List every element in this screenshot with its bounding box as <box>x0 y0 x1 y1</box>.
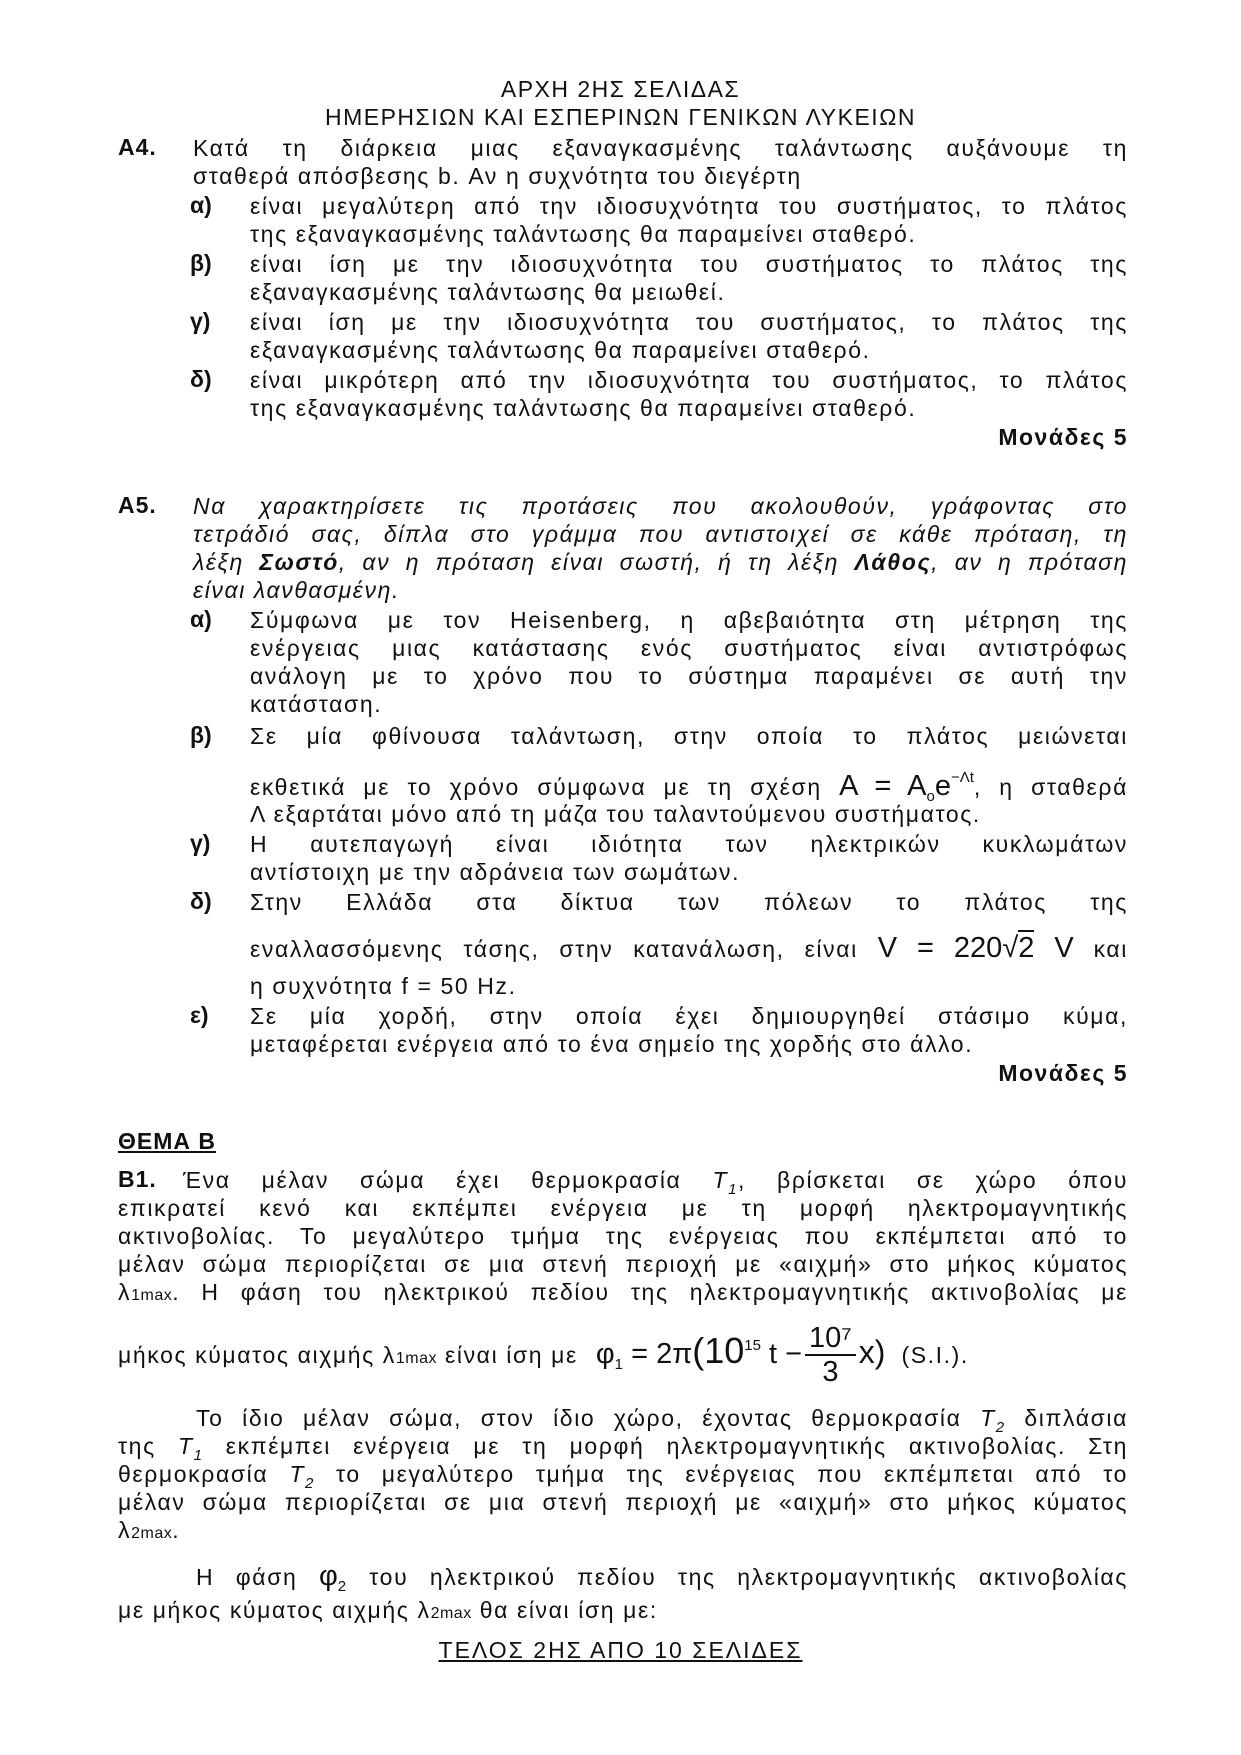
a4-option-delta-line1: είναι μικρότερη από την ιδιοσυχνότητα του συστήματος, το πλάτος <box>250 367 1128 393</box>
a5-epsilon-label: ε) <box>190 1002 209 1028</box>
phase-fraction: $\frac{\text{10⁷}}{3}$ <box>805 1322 856 1388</box>
a5-delta-label: δ) <box>190 888 212 914</box>
a4-option-gamma-line1: είναι ίση με την ιδιοσυχνότητα του συστήματος, το πλάτος της <box>250 309 1128 335</box>
question-b1-label: Β1. <box>118 1166 157 1192</box>
question-a5-label: Α5. <box>118 492 157 518</box>
b1-p2-line1: Το ίδιο μέλαν σώμα, στον ίδιο χώρο, έχοντας θερμοκρασία $T_2$ διπλάσια <box>196 1405 1129 1436</box>
a4-option-delta-line2: της εξαναγκασμένης ταλάντωσης θα παραμείνει σταθερό. <box>250 395 917 421</box>
a4-option-alpha-line2: της εξαναγκασμένης ταλάντωσης θα παραμείνει σταθερό. <box>250 221 917 247</box>
a5-gamma-line2: αντίστοιχη με την αδράνεια των σωμάτων. <box>250 859 741 885</box>
decay-formula: $A = A_oe^{-\Lambda t}$ <box>839 769 974 805</box>
a5-alpha-line3: ανάλογη με το χρόνο που το σύστημα παραμένει σε αυτή την <box>250 663 1128 689</box>
a5-stem-line2: τετράδιό σας, δίπλα στο γράμμα που αντιστοιχεί σε κάθε πρόταση, τη <box>193 521 1128 547</box>
b1-p2-line3: θερμοκρασία $T_2$ το μεγαλύτερο τμήμα της ενέργειας που εκπέμπεται από το <box>118 1461 1128 1492</box>
phase-formula-phi1: $\varphi_1 = 2\pi(10^{15}$ t − $\frac{\text{10⁷}}{3}$ x) <box>595 1322 886 1389</box>
page-header-line2: ΗΜΕΡΗΣΙΩΝ ΚΑΙ ΕΣΠΕΡΙΝΩΝ ΓΕΝΙΚΩΝ ΛΥΚΕΙΩΝ <box>324 104 916 130</box>
question-a4-label: Α4. <box>118 134 157 160</box>
a5-alpha-line4: κατάσταση. <box>250 691 383 717</box>
a4-option-delta-label: δ) <box>190 366 212 392</box>
a5-alpha-line1: Σύμφωνα με τον Heisenberg, η αβεβαιότητα στη μέτρηση της <box>250 607 1128 633</box>
a5-gamma-line1: Η αυτεπαγωγή είναι ιδιότητα των ηλεκτρικών κυκλωμάτων <box>250 831 1128 857</box>
a5-alpha-line2: ενέργειας μιας κατάστασης ενός συστήματος είναι αντιστρόφως <box>250 635 1128 661</box>
b1-p2-line2: της $T_1$ εκπέμπει ενέργεια με τη μορφή ηλεκτρομαγνητικής ακτινοβολίας. Στη <box>118 1433 1128 1464</box>
a4-option-alpha-line1: είναι μεγαλύτερη από την ιδιοσυχνότητα του συστήματος, το πλάτος <box>250 193 1128 219</box>
a5-stem-line4: είναι λανθασμένη. <box>193 577 400 603</box>
b1-p3-line2: με μήκος κύματος αιχμής λ2max θα είναι ίση με: <box>118 1597 658 1623</box>
a5-delta-line2: εναλλασσόμενης τάσης, στην κατανάλωση, είναι V = 220√2 V και <box>250 932 1129 964</box>
section-title-theme-b: ΘΕΜΑ Β <box>118 1128 216 1154</box>
a5-delta-line3: η συχνότητα f = 50 Hz. <box>250 973 517 999</box>
b1-p1-line3: ακτινοβολίας. Το μεγαλύτερο τμήμα της ενέργειας που εκπέμπεται από το <box>118 1223 1128 1249</box>
a4-points: Μονάδες 5 <box>998 424 1128 450</box>
a4-option-gamma-line2: εξαναγκασμένης ταλάντωσης θα παραμείνει σταθερό. <box>250 337 871 363</box>
a5-delta-line1: Στην Ελλάδα στα δίκτυα των πόλεων το πλάτος της <box>250 889 1128 915</box>
a5-epsilon-line2: μεταφέρεται ενέργεια από το ένα σημείο της χορδής στο άλλο. <box>250 1031 974 1057</box>
b1-p2-line5: λ2max. <box>118 1517 181 1543</box>
a4-stem-line2: σταθερά απόσβεσης b. Αν η συχνότητα του διεγέρτη <box>193 163 802 189</box>
a5-beta-line1: Σε μία φθίνουσα ταλάντωση, στην οποία το πλάτος μειώνεται <box>250 723 1128 749</box>
b1-p1-line6: μήκος κύματος αιχμής λ1max είναι ίση με $\varphi_1 = 2\pi(10^{15}$ t − $\frac{\text{10⁷}}{3}$ x) (S.I.). <box>118 1322 969 1389</box>
b1-p3-line1: Η φάση $\varphi_2$ του ηλεκτρικού πεδίου της ηλεκτρομαγνητικής ακτινοβολίας <box>196 1560 1128 1595</box>
a4-option-beta-label: β) <box>190 250 212 276</box>
a4-option-gamma-label: γ) <box>190 308 211 334</box>
voltage-formula: V = 220√2 V <box>877 932 1074 964</box>
b1-p1-line1: Ένα μέλαν σώμα έχει θερμοκρασία $T_1$, βρίσκεται σε χώρο όπου <box>183 1167 1129 1198</box>
a5-beta-line3: Λ εξαρτάται μόνο από τη μάζα του ταλαντούμενου συστήματος. <box>250 801 981 827</box>
b1-p1-line2: επικρατεί κενό και εκπέμπει ενέργεια με τη μορφή ηλεκτρομαγνητικής <box>118 1195 1128 1221</box>
a4-stem-line1: Κατά τη διάρκεια μιας εξαναγκασμένης ταλάντωσης αυξάνουμε τη <box>193 135 1128 161</box>
a5-stem-line1: Να χαρακτηρίσετε τις προτάσεις που ακολουθούν, γράφοντας στο <box>193 493 1128 519</box>
a5-alpha-label: α) <box>190 606 212 632</box>
a5-stem-line3: λέξη Σωστό, αν η πρόταση είναι σωστή, ή τη λέξη Λάθος, αν η πρόταση <box>193 549 1128 575</box>
a4-option-alpha-label: α) <box>190 192 212 218</box>
word-wrong: Λάθος <box>854 549 932 575</box>
b1-p2-line4: μέλαν σώμα περιορίζεται σε μια στενή περιοχή με «αιχμή» στο μήκος κύματος <box>118 1489 1128 1515</box>
a5-epsilon-line1: Σε μία χορδή, στην οποία έχει δημιουργηθεί στάσιμο κύμα, <box>250 1003 1128 1029</box>
a4-option-beta-line1: είναι ίση με την ιδιοσυχνότητα του συστήματος το πλάτος της <box>250 251 1128 277</box>
a5-beta-label: β) <box>190 722 212 748</box>
word-correct: Σωστό <box>259 549 339 575</box>
b1-p1-line5: λ1max. Η φάση του ηλεκτρικού πεδίου της ηλεκτρομαγνητικής ακτινοβολίας με <box>118 1279 1128 1305</box>
a5-beta-line2: εκθετικά με το χρόνο σύμφωνα με τη σχέση $A = A_oe^{-\Lambda t}$, η σταθερά <box>250 769 1128 805</box>
page-header-line1: ΑΡΧΗ 2ΗΣ ΣΕΛΙΔΑΣ <box>500 76 741 102</box>
a4-option-beta-line2: εξαναγκασμένης ταλάντωσης θα μειωθεί. <box>250 279 726 305</box>
a5-gamma-label: γ) <box>190 830 211 856</box>
a5-points: Μονάδες 5 <box>998 1060 1128 1086</box>
page-footer: ΤΕΛΟΣ 2ΗΣ ΑΠΟ 10 ΣΕΛΙΔΕΣ <box>438 1637 803 1663</box>
b1-p1-line4: μέλαν σώμα περιορίζεται σε μια στενή περιοχή με «αιχμή» στο μήκος κύματος <box>118 1251 1128 1277</box>
